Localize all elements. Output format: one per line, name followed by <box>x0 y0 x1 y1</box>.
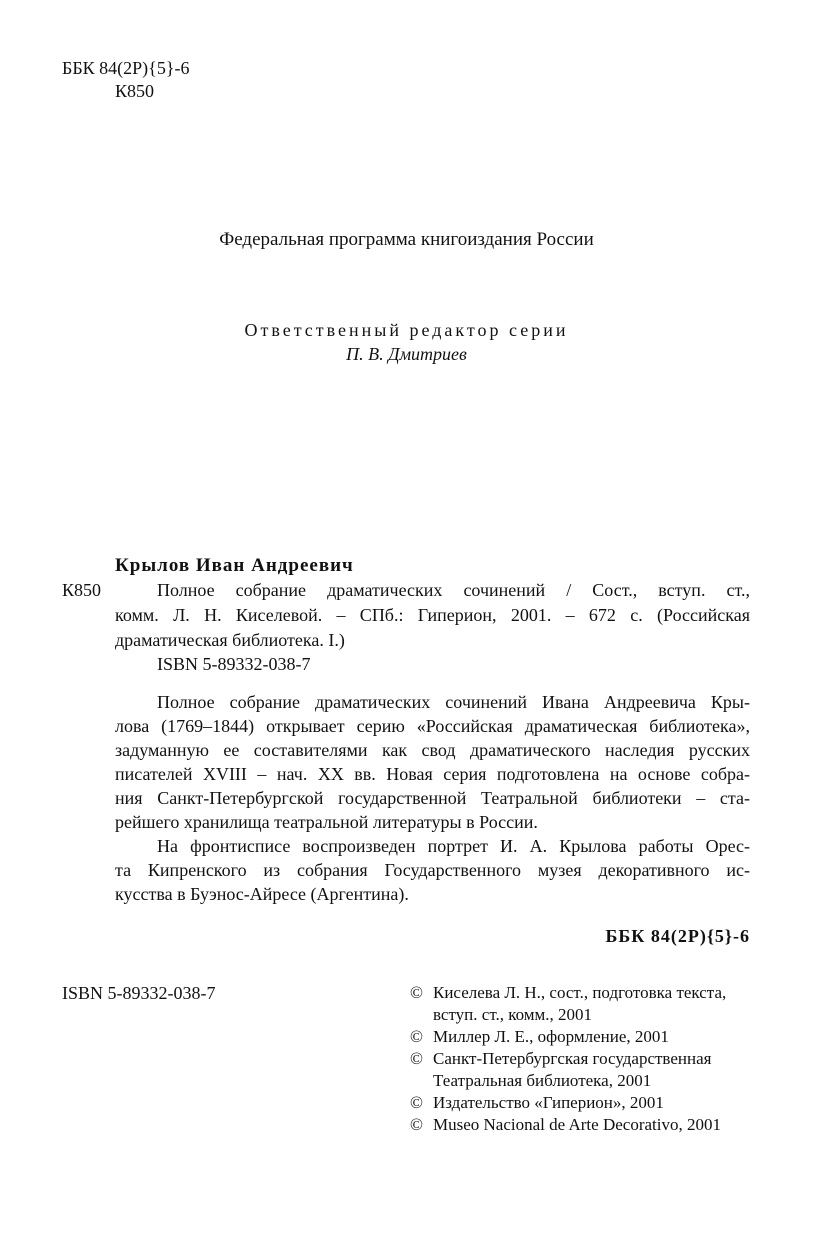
annotation-line: Полное собрание драматических сочинений Ивана Андреевича Кры- <box>157 692 750 712</box>
title-line: драматическая библиотека. I.) <box>115 630 345 650</box>
annotation-line: На фронтисписе воспроизведен портрет И. А. Крылова работы Орес- <box>157 836 750 856</box>
series-editor-name: П. В. Дмитриев <box>346 344 467 364</box>
copyright-line: Museo Nacional de Arte Decorativo, 2001 <box>433 1115 721 1134</box>
annotation-line: рейшего хранилища театральной литературы в России. <box>115 812 538 832</box>
copyright-symbol: © <box>410 1115 423 1134</box>
annotation-line: лова (1769–1844) открывает серию «Российская драматическая библиотека», <box>115 716 750 736</box>
author-mark: К850 <box>62 580 102 600</box>
author-heading: Крылов Иван Андреевич <box>115 555 354 576</box>
annotation-line: писателей XVIII – нач. XX вв. Новая серия подготовлена на основе собра- <box>115 764 750 784</box>
series-editor-label: Ответственный редактор серии <box>244 320 569 340</box>
author-mark-top: К850 <box>115 81 155 101</box>
copyright-symbol: © <box>410 1093 423 1112</box>
annotation-line: кусства в Буэнос-Айресе (Аргентина). <box>115 884 409 904</box>
bbk-code-top: ББК 84(2Р){5}-6 <box>62 58 190 78</box>
annotation-line: ния Санкт-Петербургской государственной Театральной библиотеки – ста- <box>115 788 750 808</box>
copyright-line: Санкт-Петербургская государственная <box>433 1049 712 1068</box>
copyright-line: вступ. ст., комм., 2001 <box>433 1005 593 1024</box>
federal-program-title: Федеральная программа книгоиздания России <box>219 229 594 250</box>
annotation-line: та Кипренского из собрания Государственного музея декоративного ис- <box>115 860 750 880</box>
title-line: комм. Л. Н. Киселевой. – СПб.: Гиперион, 2001. – 672 с. (Российская <box>115 605 750 625</box>
title-line: Полное собрание драматических сочинений / Сост., вступ. ст., <box>157 580 750 600</box>
copyright-line: Киселева Л. Н., сост., подготовка текста, <box>433 983 727 1002</box>
copyright-line: Издательство «Гиперион», 2001 <box>433 1093 664 1112</box>
copyright-symbol: © <box>410 1027 423 1046</box>
isbn-record: ISBN 5-89332-038-7 <box>157 654 311 674</box>
copyright-symbol: © <box>410 983 423 1002</box>
bbk-code-bottom: ББК 84(2Р){5}-6 <box>605 926 750 946</box>
copyright-symbol: © <box>410 1049 423 1068</box>
copyright-line: Миллер Л. Е., оформление, 2001 <box>433 1027 669 1046</box>
isbn-bottom: ISBN 5-89332-038-7 <box>62 983 216 1003</box>
annotation-line: задуманную ее составителями как свод драматического наследия русских <box>115 740 750 760</box>
copyright-line: Театральная библиотека, 2001 <box>433 1071 652 1090</box>
